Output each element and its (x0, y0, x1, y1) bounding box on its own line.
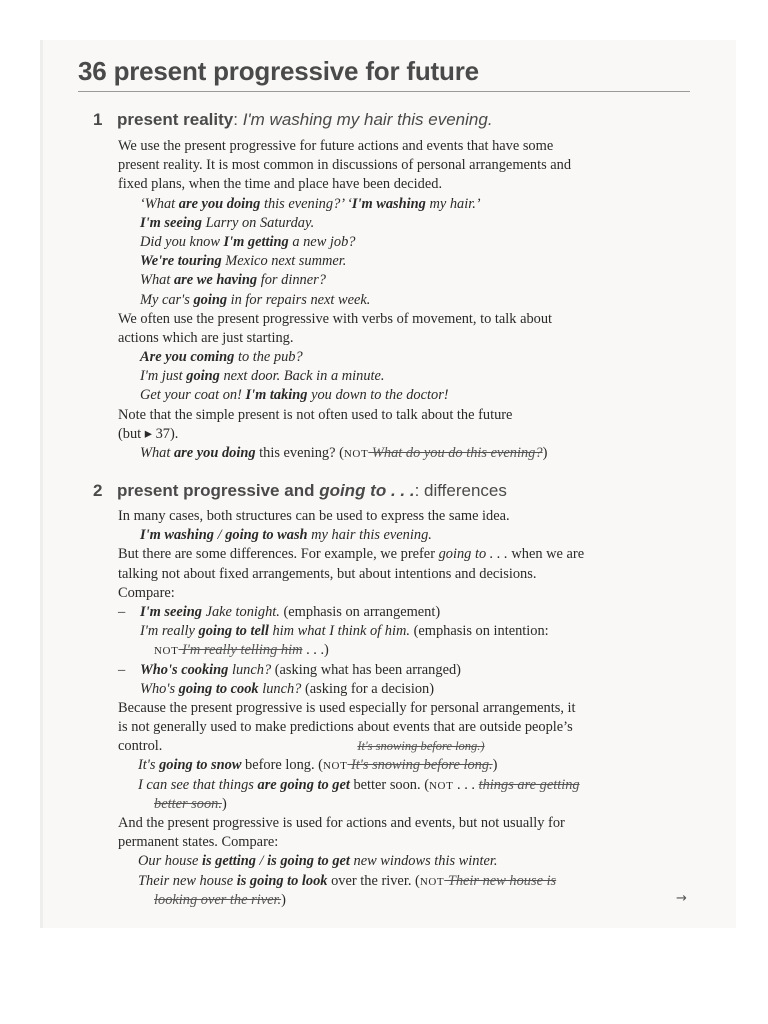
section-2-title-italic: going to . . . (319, 481, 415, 500)
not-marker: NOT (322, 760, 348, 773)
example-line: We're touring Mexico next summer. (140, 253, 347, 270)
paragraph-line: talking not about fixed arrangements, but about intentions and decisions. (118, 565, 537, 582)
example-line: I can see that things are going to get better soon. (NOT . . . things are getting (138, 776, 580, 793)
section-2-title-bold: present progressive and (117, 481, 320, 500)
incorrect-example: It's snowing before long. (347, 757, 493, 774)
comparison-line: – Who's cooking lunch? (asking what has been arranged) (118, 661, 690, 680)
paragraph-line: fixed plans, when the time and place have been decided. (118, 176, 443, 193)
page-edge (40, 40, 43, 928)
continue-arrow-icon: → (676, 891, 687, 906)
section-1-number: 1 (93, 110, 103, 129)
example-line: My car's going in for repairs next week. (140, 291, 371, 308)
paragraph-line: is not generally used to make predictions about events that are outside people’s (118, 719, 573, 736)
heading-rule (78, 91, 690, 92)
example-line: What are we having for dinner? (140, 272, 326, 289)
annotation-note: It's snowing before long.) (357, 739, 485, 754)
incorrect-example: things are getting (478, 776, 580, 793)
example-line: What are you doing this evening? (NOT What do you do this evening?) (140, 445, 548, 461)
example-line: It's going to snow before long. (NOT It's snowing before long.) (138, 757, 498, 774)
incorrect-example: looking over the river. (154, 891, 282, 908)
example-line: I'm just going next door. Back in a minute. (140, 368, 385, 385)
dash-bullet: – (118, 603, 126, 620)
title-separator: : (233, 110, 243, 129)
paragraph-line: We often use the present progressive with verbs of movement, to talk about (118, 310, 553, 327)
example-line: Our house is getting / is going to get new windows this winter. (138, 853, 498, 870)
unit-title: present progressive for future (113, 56, 479, 86)
paragraph-line: And the present progressive is used for actions and events, but not usually for (118, 815, 565, 831)
incorrect-example: better soon. (154, 795, 222, 812)
section-1-body (118, 137, 690, 463)
example-line: ‘What are you doing this evening?’ ‘I'm washing my hair.’ (140, 195, 481, 212)
not-marker: NOT (419, 875, 445, 888)
example-line: better soon.) (154, 795, 227, 812)
paragraph-line: But there are some differences. For example, we prefer going to . . . when we are (118, 546, 585, 563)
section-2-title-rest: : differences (414, 481, 507, 500)
incorrect-example: What do you do this evening? (368, 445, 543, 461)
example-line: Are you coming to the pub? (140, 349, 303, 366)
paragraph-line: In many cases, both structures can be used to express the same idea. (118, 508, 510, 524)
example-line: Get your coat on! I'm taking you down to the doctor! (140, 387, 449, 404)
paragraph-line: actions which are just starting. (118, 329, 294, 346)
paragraph-line: We use the present progressive for future actions and events that have some (118, 138, 554, 154)
example-line: I'm seeing Larry on Saturday. (140, 214, 315, 231)
not-marker: NOT (429, 779, 454, 792)
comparison-line: – I'm seeing Jake tonight. (emphasis on arrangement) (118, 603, 690, 622)
incorrect-example: Their new house is (444, 872, 557, 889)
unit-number: 36 (78, 56, 107, 86)
paragraph-line: Note that the simple present is not often used to talk about the future (118, 406, 513, 423)
section-1-title (93, 110, 693, 130)
section-2-body (118, 507, 690, 910)
paragraph-line: Because the present progressive is used especially for personal arrangements, it (118, 699, 576, 716)
incorrect-example: I'm really telling him (178, 642, 303, 659)
comparison-line: Who's going to cook lunch? (asking for a decision) (140, 680, 435, 697)
section-2-title (93, 481, 693, 501)
not-marker: NOT (154, 645, 179, 658)
dash-bullet: – (118, 661, 126, 678)
not-marker: NOT (343, 448, 369, 460)
example-line: I'm washing / going to wash my hair this evening. (140, 527, 432, 544)
paragraph-line: present reality. It is most common in discussions of personal arrangements and (118, 157, 572, 174)
cross-reference-line: (but ▸ 37). (118, 425, 179, 442)
example-line: Did you know I'm getting a new job? (140, 233, 356, 250)
paragraph-line: control. It's snowing before long.) (118, 738, 485, 755)
comparison-line: I'm really going to tell him what I think of him. (emphasis on intention: (140, 623, 549, 640)
section-2-number: 2 (93, 481, 103, 500)
section-1-title-example: I'm washing my hair this evening. (242, 110, 493, 129)
page-heading (78, 56, 690, 87)
example-line: looking over the river.) (154, 891, 286, 908)
example-line: Their new house is going to look over the river. (NOT Their new house is (138, 872, 557, 889)
paragraph-line: Compare: (118, 584, 175, 601)
comparison-line: NOT I'm really telling him . . .) (154, 642, 329, 659)
section-1-title-bold: present reality (117, 110, 234, 129)
paragraph-line: permanent states. Compare: (118, 834, 279, 851)
